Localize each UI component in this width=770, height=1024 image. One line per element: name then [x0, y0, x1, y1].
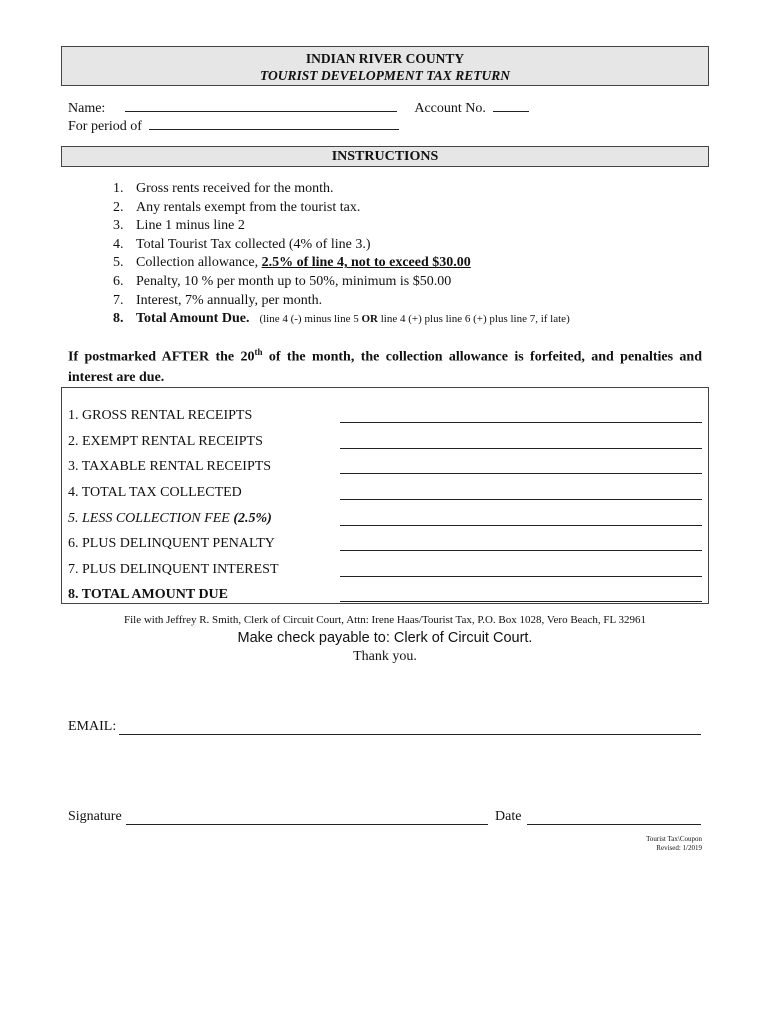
form-title: TOURIST DEVELOPMENT TAX RETURN — [260, 68, 510, 83]
total-due-field[interactable] — [340, 587, 702, 602]
period-row — [68, 117, 399, 135]
name-field[interactable] — [125, 99, 397, 112]
line-label: 3. TAXABLE RENTAL RECEIPTS — [68, 459, 272, 474]
account-field[interactable] — [493, 99, 529, 112]
date-field[interactable] — [527, 810, 701, 825]
county-title: INDIAN RIVER COUNTY — [305, 51, 465, 66]
email-field[interactable] — [119, 720, 701, 735]
late-warning: If postmarked AFTER the 20th of the month, the collection allowance is forfeited, and penalties and interest are due. — [68, 347, 703, 385]
list-item: 4. Total Tourist Tax collected (4% of line 3.) — [113, 236, 371, 252]
collection-fee-field[interactable] — [340, 511, 702, 526]
exempt-receipts-field[interactable] — [340, 434, 702, 449]
line-label: 2. EXEMPT RENTAL RECEIPTS — [68, 434, 263, 449]
list-item: 1. Gross rents received for the month. — [113, 181, 334, 196]
period-label: For period of — [68, 119, 142, 134]
signature-label: Signature — [68, 809, 122, 824]
form-id-note: Tourist Tax\Coupon Revised: 1/2019 — [646, 835, 702, 852]
list-item: 7. Interest, 7% annually, per month. — [113, 292, 323, 308]
form-title-box — [61, 46, 709, 86]
line-label: 5. LESS COLLECTION FEE (2.5%) — [68, 511, 272, 526]
allowance-emphasis: 2.5% of line 4, not to exceed $30.00 — [261, 255, 471, 271]
email-label: EMAIL: — [68, 719, 117, 734]
penalty-field[interactable] — [340, 536, 702, 551]
thank-you: Thank you. — [353, 649, 417, 664]
interest-field[interactable] — [340, 562, 702, 577]
name-row — [68, 99, 529, 117]
list-item: 3. Line 1 minus line 2 — [113, 218, 245, 234]
list-item: 8. Total Amount Due. (line 4 (-) minus line 5 OR line 4 (+) plus line 6 (+) plus line 7, if late) — [113, 311, 570, 327]
gross-receipts-field[interactable] — [340, 408, 702, 423]
account-label: Account No. — [414, 101, 486, 116]
line-label: 7. PLUS DELINQUENT INTEREST — [68, 562, 279, 577]
instructions-list — [113, 180, 570, 329]
list-item: 5. Collection allowance, 2.5% of line 4, not to exceed $30.00 — [113, 255, 471, 271]
period-field[interactable] — [149, 117, 399, 130]
line-label: 8. TOTAL AMOUNT DUE — [68, 587, 229, 602]
taxable-receipts-field[interactable] — [340, 459, 702, 474]
line-label: 6. PLUS DELINQUENT PENALTY — [68, 536, 275, 551]
date-label: Date — [495, 809, 522, 824]
line-label: 1. GROSS RENTAL RECEIPTS — [68, 408, 253, 423]
signature-field[interactable] — [126, 810, 488, 825]
tax-collected-field[interactable] — [340, 485, 702, 500]
file-with-note: File with Jeffrey R. Smith, Clerk of Circuit Court, Attn: Irene Haas/Tourist Tax, P.O. Box 1028, Vero Beach, FL 32961 — [123, 614, 647, 626]
line-label: 4. TOTAL TAX COLLECTED — [68, 485, 242, 500]
list-item: 2. Any rentals exempt from the tourist tax. — [113, 199, 361, 215]
payable-note: Make check payable to: Clerk of Circuit Court. — [237, 630, 533, 646]
name-label: Name: — [68, 101, 106, 116]
list-item: 6. Penalty, 10 % per month up to 50%, minimum is $50.00 — [113, 273, 452, 289]
instructions-heading: INSTRUCTIONS — [61, 146, 709, 167]
